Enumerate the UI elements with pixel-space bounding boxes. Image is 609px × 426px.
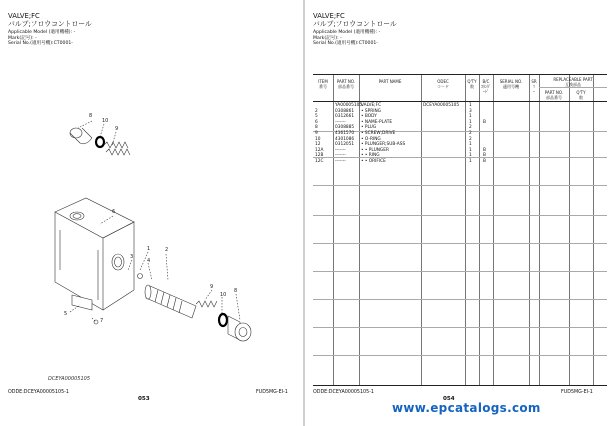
callout-3: 3 [130, 254, 134, 260]
cell-qty: 1 [469, 147, 472, 153]
cell-qty: 1 [469, 119, 472, 125]
callout-10-right: 10 [220, 292, 227, 298]
cell-qty: 2 [469, 131, 472, 136]
cell-part-no: 0312051 [335, 142, 355, 148]
exploded-parts-diagram [0, 0, 304, 400]
cell-bc: B [483, 159, 486, 164]
th-qty: Q'TY 数 [467, 79, 477, 89]
cell-qty: 1 [469, 114, 472, 120]
th-part-name: PART NAME [378, 79, 402, 84]
right-serial: Serial No.(適用号機):CT0001- [313, 41, 378, 47]
th-item: ITEM 番号 [318, 79, 328, 89]
callout-1: 1 [147, 246, 151, 252]
cell-item: 8 [315, 125, 318, 131]
left-page-number: 053 [138, 396, 150, 402]
diagram-caption: DCEYA00005105 [48, 376, 91, 382]
th-replaceable-part: REPLACEABLE PART 互換部品 [553, 77, 593, 87]
cell-bc: B [483, 147, 486, 153]
cell-item: 10 [315, 136, 321, 142]
right-page-subtitle: バルブ;フロウコントロール [313, 20, 397, 28]
spring-top-drawing [104, 142, 130, 155]
cell-qty: 1 [469, 103, 472, 108]
oring-top-drawing [96, 137, 104, 147]
right-page-title: VALVE;FC [313, 12, 345, 20]
left-applicable-model: Applicable Model (適用機種): - [8, 30, 76, 35]
th-odec: ODEC コード [437, 79, 449, 89]
left-footer-right: FUD5MG-EI-1 [256, 390, 288, 395]
cell-qty: 3 [469, 108, 472, 114]
table-row [313, 159, 543, 165]
parts-list-table [313, 74, 607, 386]
cell-name: • SPRING [361, 108, 382, 114]
th-part-no: PART NO. 部品番号 [336, 79, 356, 89]
cell-item: 2 [315, 108, 318, 114]
callout-9-top: 9 [115, 126, 119, 132]
cell-part-no: ------- [335, 159, 346, 164]
right-footer-right: FUD5MG-EI-1 [561, 390, 593, 395]
cell-name: • • RING [361, 153, 380, 159]
cell-name: VALVE;FC [361, 103, 382, 108]
cell-part-no: 0312661 [335, 114, 355, 120]
right-page-number: 054 [443, 396, 455, 402]
th-sr: SR ﾏ ｰ [531, 79, 537, 94]
callout-5: 5 [64, 311, 68, 317]
callout-2: 2 [165, 247, 169, 253]
plug-right-drawing [228, 316, 251, 341]
cell-name: • PLUG [361, 125, 377, 131]
right-page-header [313, 12, 397, 47]
cell-item: 12B [315, 153, 324, 159]
cell-qty: 1 [469, 159, 472, 164]
cell-part-no: 4361570 [335, 131, 355, 136]
right-footer-code: ODDE:DCEYA00005105-1 [313, 390, 374, 395]
th-bc: B/C ｽﾀﾝﾀﾞ ｰﾄﾞ [481, 79, 491, 94]
th-replace-qty: Q'TY 数 [576, 90, 586, 100]
cell-bc: B [483, 119, 486, 125]
cell-name: • NAME-PLATE [361, 119, 393, 125]
cell-qty: 2 [469, 125, 472, 131]
callout-10-top: 10 [102, 118, 109, 124]
cell-part-no: 0308885 [335, 125, 355, 131]
oring-right-drawing [219, 314, 227, 326]
callout-9-right: 9 [210, 284, 214, 290]
cell-name: • BODY [361, 114, 377, 120]
cell-part-no: ------- [335, 119, 346, 125]
cell-name: • SCREW;DRIVE [361, 131, 396, 136]
cell-item: 6 [315, 119, 318, 125]
callout-6: 6 [112, 209, 116, 215]
cell-item: 5 [315, 114, 318, 120]
plug-top-drawing [70, 128, 92, 144]
right-catalog-page [305, 0, 609, 426]
watermark-link[interactable]: www.epcatalogs.com [392, 401, 541, 415]
cell-odec: DCEYA00005105 [423, 103, 460, 108]
cell-part-no: ------- [335, 147, 346, 153]
right-mark: Mark(記号): - [313, 35, 342, 41]
right-applicable-model: Applicable Model (適用機種): - [313, 30, 381, 35]
left-mark: Mark(記号): - [8, 35, 37, 41]
callout-4: 4 [147, 258, 151, 264]
cell-part-no: 4301086 [335, 136, 355, 142]
cell-bc: B [483, 153, 486, 159]
cell-qty: 2 [469, 136, 472, 142]
th-replace-part-no: PART NO. 部品番号 [544, 90, 564, 100]
left-serial: Serial No.(適用号機):CT0001- [8, 41, 73, 47]
cell-name: • • ORIFICE [361, 159, 386, 164]
cell-item: 9 [315, 131, 318, 136]
valve-body-drawing [55, 198, 134, 310]
callout-8-right: 8 [234, 288, 238, 294]
left-page-subtitle: バルブ;フロウコントロール [8, 20, 92, 28]
callout-7: 7 [100, 318, 104, 324]
left-catalog-page [0, 0, 304, 426]
left-page-title: VALVE;FC [8, 12, 40, 20]
cell-qty: 1 [469, 153, 472, 159]
spring-right-drawing [196, 301, 217, 307]
left-footer-code: ODDE:DCEYA00005105-1 [8, 390, 69, 395]
plunger-drawing [145, 285, 196, 318]
cell-name: • • PLUNGER [361, 147, 389, 153]
th-serial: SERIAL NO. 適用号機 [499, 79, 523, 89]
callout-8-top: 8 [89, 113, 93, 119]
cell-part-no: 0308861 [335, 108, 355, 114]
cell-qty: 1 [469, 142, 472, 148]
cell-item: 12 [315, 142, 321, 148]
cell-part-no: YA00005105 [335, 103, 363, 108]
cell-item: 12C [315, 159, 324, 164]
cell-name: • PLUNGER;SUB-ASS [361, 142, 406, 148]
cell-name: • O-RING [361, 136, 381, 142]
cell-item: 12A [315, 147, 324, 153]
nameplate-drawing [72, 295, 92, 310]
cell-part-no: ------- [335, 153, 346, 159]
